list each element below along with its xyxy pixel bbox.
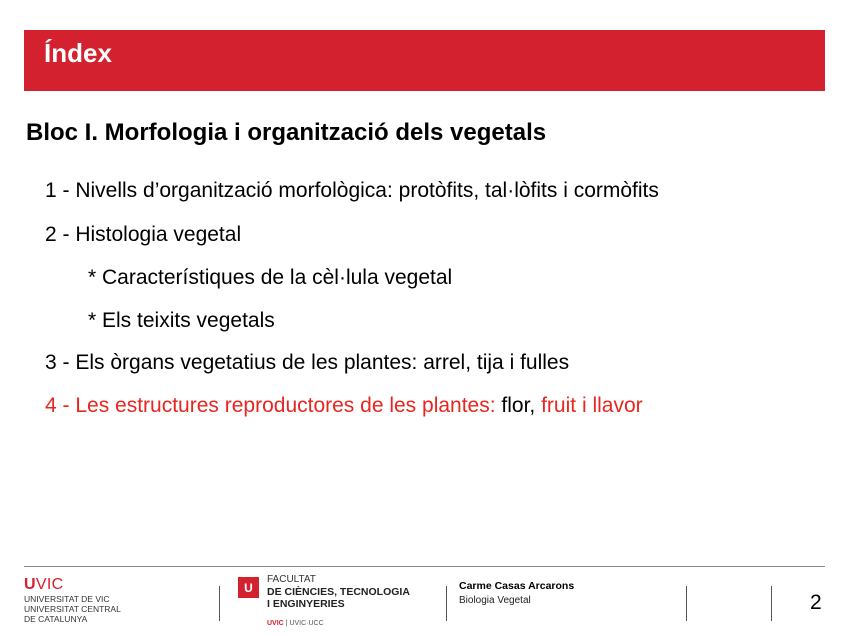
uvic-line-1: UNIVERSITAT DE VIC xyxy=(24,594,110,604)
uvic-logo xyxy=(24,576,154,624)
index-subitem-tissues: * Els teixits vegetals xyxy=(88,309,275,332)
footer-separator-3 xyxy=(686,586,687,621)
uvic-wordmark: UVIC xyxy=(24,576,64,593)
faculty-name: FACULTAT DE CIÈNCIES, TECNOLOGIA I ENGINYERIES xyxy=(267,574,410,610)
footer-divider xyxy=(24,566,825,567)
index-subitem-cell: * Característiques de la cèl·lula vegetal xyxy=(88,266,453,289)
index-item-4 xyxy=(45,393,643,419)
index-item-4-part1: 4 - Les estructures reproductores de les plantes: xyxy=(45,394,496,417)
author-name: Carme Casas Arcarons xyxy=(459,580,575,592)
page-number: 2 xyxy=(810,591,822,614)
uvic-line-3: DE CATALUNYA xyxy=(24,614,88,624)
footer-separator-4 xyxy=(771,586,772,621)
uvic-line-2: UNIVERSITAT CENTRAL xyxy=(24,604,121,614)
index-item-1: 1 - Nivells d’organització morfològica: protòfits, tal·lòfits i cormòfits xyxy=(45,179,659,202)
faculty-subline: UVIC | UVIC·UCC xyxy=(267,620,324,627)
footer-separator-1 xyxy=(219,586,220,621)
index-item-3: 3 - Els òrgans vegetatius de les plantes: arrel, tija i fulles xyxy=(45,351,570,374)
slide-title: Índex xyxy=(44,38,112,68)
course-name: Biologia Vegetal xyxy=(459,595,531,606)
index-item-4-part3: fruit i llavor xyxy=(535,394,643,417)
index-item-4-part2: flor, xyxy=(495,394,536,417)
index-item-2: 2 - Histologia vegetal xyxy=(45,223,242,246)
bloc-title: Bloc I. Morfologia i organització dels vegetals xyxy=(26,119,547,146)
faculty-logo-icon: U xyxy=(238,577,259,598)
title-banner xyxy=(24,30,825,91)
footer-separator-2 xyxy=(446,586,447,621)
